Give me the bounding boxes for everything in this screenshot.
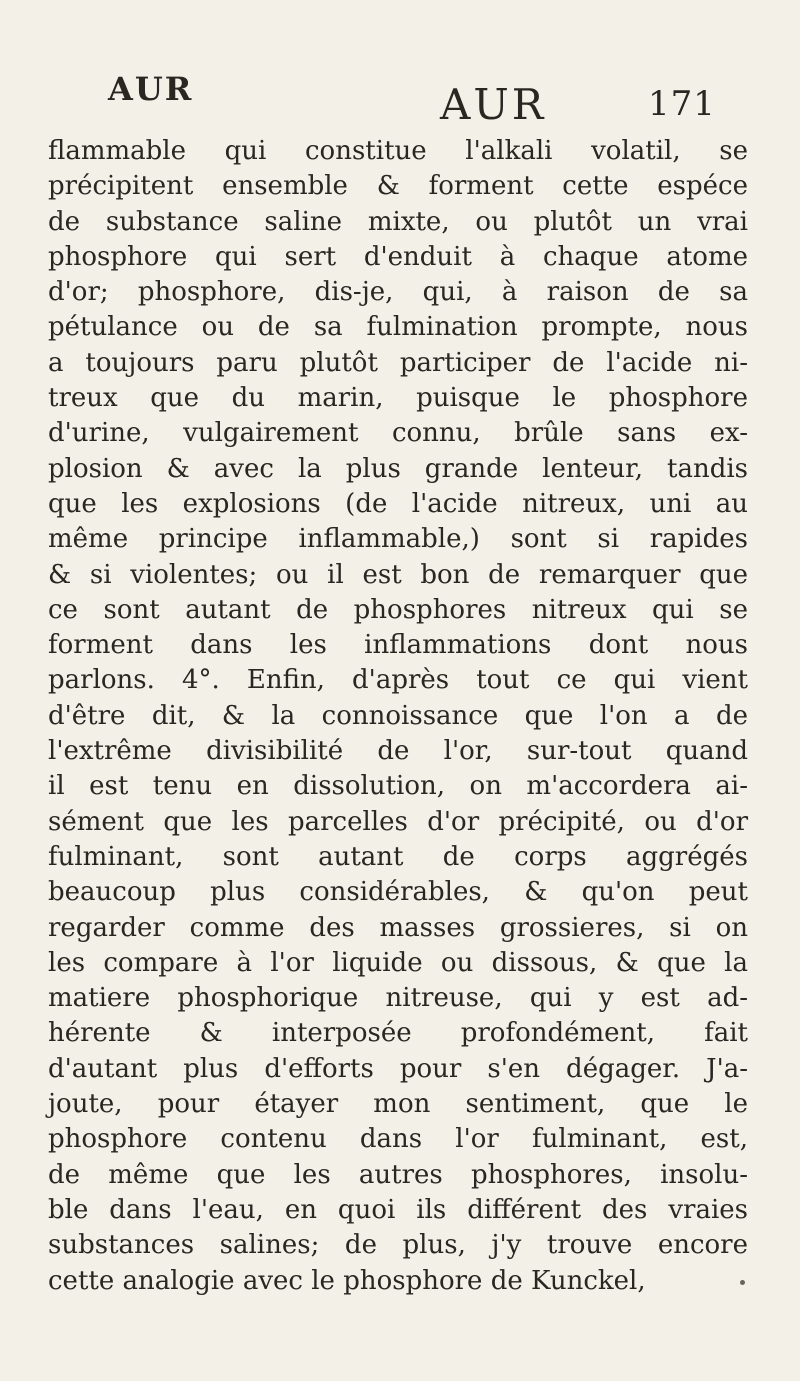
- text-line: & si violentes; ou il est bon de remarquer que: [48, 559, 748, 590]
- text-line: flammable qui constitue l'alkali volatil, se: [48, 136, 748, 166]
- text-line: ce sont autant de phosphores nitreux qui se: [48, 594, 748, 625]
- text-line: d'urine, vulgairement connu, brûle sans ex-: [48, 418, 748, 449]
- text-line: parlons. 4°. Enfin, d'après tout ce qui vient: [48, 665, 748, 696]
- text-line: substances salines; de plus, j'y trouve encore: [48, 1230, 748, 1261]
- ink-speck: [740, 1280, 745, 1285]
- text-line: même principe inflammable,) sont si rapides: [48, 524, 748, 555]
- text-line: de même que les autres phosphores, insolu-: [48, 1159, 748, 1190]
- text-line: plosion & avec la plus grande lenteur, tandis: [48, 453, 748, 484]
- text-line: de substance saline mixte, ou plutôt un vrai: [48, 206, 748, 237]
- text-line: l'extrême divisibilité de l'or, sur-tout quand: [48, 736, 748, 767]
- text-line: phosphore qui sert d'enduit à chaque atome: [48, 241, 748, 272]
- text-line: a toujours paru plutôt participer de l'acide ni-: [48, 347, 748, 378]
- running-head-right: AUR: [440, 80, 547, 129]
- body-text: [48, 134, 748, 1299]
- text-line: pétulance ou de sa fulmination prompte, nous: [48, 312, 748, 343]
- text-line: il est tenu en dissolution, on m'accordera ai-: [48, 771, 748, 802]
- text-line: forment dans les inflammations dont nous: [48, 630, 748, 661]
- text-line: précipitent ensemble & forment cette espéce: [48, 171, 748, 202]
- page-number: 171: [648, 84, 716, 124]
- text-line: matiere phosphorique nitreuse, qui y est ad-: [48, 983, 748, 1014]
- text-line: d'or; phosphore, dis-je, qui, à raison de sa: [48, 277, 748, 308]
- text-line: joute, pour étayer mon sentiment, que le: [48, 1089, 748, 1120]
- text-line: ble dans l'eau, en quoi ils différent des vraies: [48, 1194, 748, 1225]
- text-line: fulminant, sont autant de corps aggrégés: [48, 841, 748, 872]
- text-line: hérente & interposée profondément, fait: [48, 1018, 748, 1049]
- text-line: d'autant plus d'efforts pour s'en dégager. J'a-: [48, 1053, 748, 1084]
- text-line: que les explosions (de l'acide nitreux, uni au: [48, 488, 748, 519]
- text-line: treux que du marin, puisque le phosphore: [48, 383, 748, 414]
- text-line: regarder comme des masses grossieres, si on: [48, 912, 748, 943]
- running-head-left: AUR: [108, 70, 194, 108]
- text-line: les compare à l'or liquide ou dissous, & que la: [48, 947, 748, 978]
- text-line: sément que les parcelles d'or précipité, ou d'or: [48, 806, 748, 837]
- text-line: phosphore contenu dans l'or fulminant, est,: [48, 1124, 748, 1155]
- text-line: cette analogie avec le phosphore de Kunckel,: [48, 1265, 646, 1296]
- text-line: d'être dit, & la connoissance que l'on a de: [48, 700, 748, 731]
- text-line: beaucoup plus considérables, & qu'on peut: [48, 877, 748, 908]
